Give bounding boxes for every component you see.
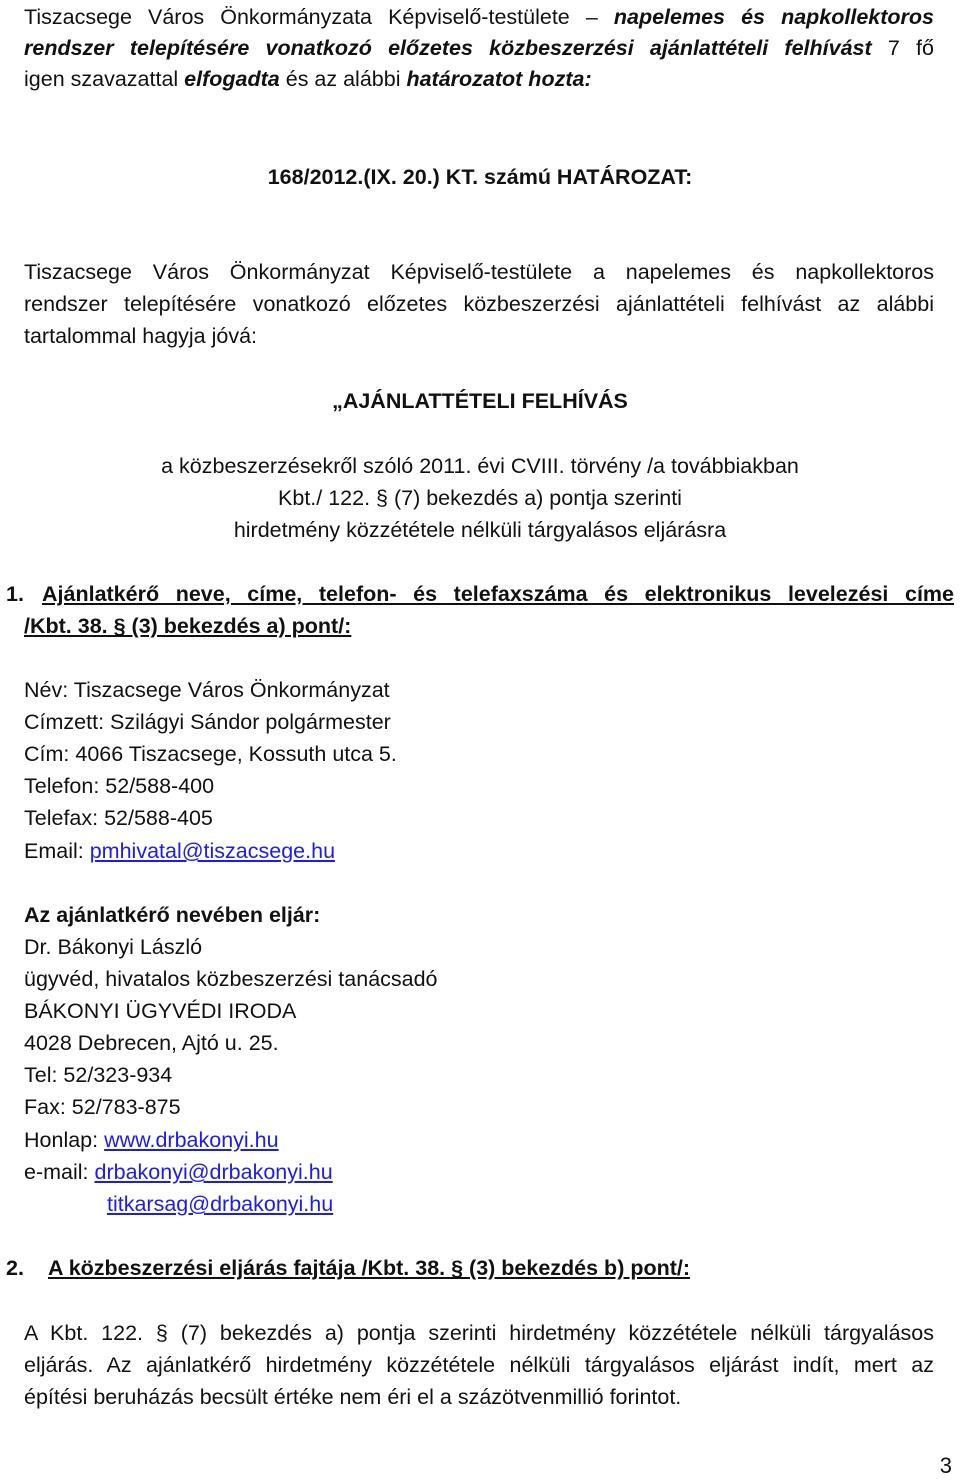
agent-address: 4028 Debrecen, Ajtó u. 25. <box>24 1031 279 1055</box>
section-1-heading-line-1: Ajánlatkérő neve, címe, telefon- és telefaxszáma és elektronikus levelezési címe <box>42 582 954 606</box>
contact-addressee: Címzett: Szilágyi Sándor polgármester <box>24 710 391 734</box>
resolution-line-3: tartalommal hagyja jóvá: <box>24 324 258 348</box>
intro-emphasis: határozatot hozta: <box>406 67 592 91</box>
agent-web-row <box>24 1125 279 1155</box>
agent-office: BÁKONYI ÜGYVÉDI IRODA <box>24 999 297 1023</box>
section-2-number: 2. <box>6 1256 24 1280</box>
agent-title: ügyvéd, hivatalos közbeszerzési tanácsadó <box>24 967 438 991</box>
section-2-line-1: A Kbt. 122. § (7) bekezdés a) pontja szerinti hirdetmény közzététele nélküli tárgyalásos <box>24 1321 934 1345</box>
page-number: 3 <box>939 1453 952 1478</box>
contact-email-row <box>24 836 335 866</box>
section-2-line-3: építési beruházás becsült értéke nem éri el a százötvenmillió forintot. <box>24 1385 682 1409</box>
contact-name: Név: Tiszacsege Város Önkormányzat <box>24 678 390 702</box>
intro-line-1 <box>24 2 934 32</box>
agent-tel: Tel: 52/323-934 <box>24 1063 173 1087</box>
agent-email-label: e-mail: <box>24 1160 89 1184</box>
agent-web-label: Honlap: <box>24 1128 99 1152</box>
intro-line-2 <box>24 33 934 63</box>
intro-emphasis: rendszer telepítésére vonatkozó előzetes közbeszerzési ajánlattételi felhívást <box>24 36 872 60</box>
contact-email-link[interactable]: pmhivatal@tiszacsege.hu <box>89 839 336 863</box>
notice-subtitle-line-3: hirdetmény közzététele nélküli tárgyalásos eljárásra <box>233 518 727 542</box>
section-2-line-2: eljárás. Az ajánlatkérő hirdetmény közzététele nélküli tárgyalásos eljárást indít, mert az <box>24 1353 934 1377</box>
section-2-heading: A közbeszerzési eljárás fajtája /Kbt. 38. § (3) bekezdés b) pont/: <box>48 1256 691 1280</box>
agent-fax: Fax: 52/783-875 <box>24 1095 181 1119</box>
agent-name: Dr. Bákonyi László <box>24 935 203 959</box>
agent-email-row <box>24 1157 333 1187</box>
section-1-heading-line-2: /Kbt. 38. § (3) bekezdés a) pont/: <box>24 614 352 638</box>
agent-email-link-2[interactable]: titkarsag@drbakonyi.hu <box>107 1192 334 1216</box>
notice-subtitle-line-2: Kbt./ 122. § (7) bekezdés a) pontja szerinti <box>278 486 682 510</box>
contact-fax: Telefax: 52/588-405 <box>24 806 213 830</box>
agent-web-link[interactable]: www.drbakonyi.hu <box>104 1128 279 1152</box>
notice-subtitle-line-1: a közbeszerzésekről szóló 2011. évi CVIII. törvény /a továbbiakban <box>161 454 799 478</box>
resolution-line-2: rendszer telepítésére vonatkozó előzetes közbeszerzési ajánlattételi felhívást az alábbi <box>24 292 934 316</box>
section-1-number: 1. <box>6 582 24 606</box>
intro-emphasis: napelemes és napkollektoros <box>613 5 934 29</box>
intro-text: és az alábbi <box>285 67 401 91</box>
contact-phone: Telefon: 52/588-400 <box>24 774 215 798</box>
intro-line-3 <box>24 64 592 94</box>
intro-text: 7 fő <box>887 36 934 60</box>
contact-address: Cím: 4066 Tiszacsege, Kossuth utca 5. <box>24 742 397 766</box>
intro-text: Tiszacsege Város Önkormányzata Képviselő-testülete – <box>24 5 598 29</box>
contact-email-label: Email: <box>24 839 84 863</box>
agent-email-link-1[interactable]: drbakonyi@drbakonyi.hu <box>94 1160 333 1184</box>
agent-email-row-2 <box>107 1189 333 1219</box>
resolution-title: 168/2012.(IX. 20.) KT. számú HATÁROZAT: <box>267 165 693 189</box>
resolution-line-1: Tiszacsege Város Önkormányzat Képviselő-testülete a napelemes és napkollektoros <box>24 260 934 284</box>
intro-emphasis: elfogadta <box>184 67 280 91</box>
notice-title: „AJÁNLATTÉTELI FELHÍVÁS <box>332 389 628 413</box>
agent-heading: Az ajánlatkérő nevében eljár: <box>24 903 321 927</box>
intro-text: igen szavazattal <box>24 67 179 91</box>
